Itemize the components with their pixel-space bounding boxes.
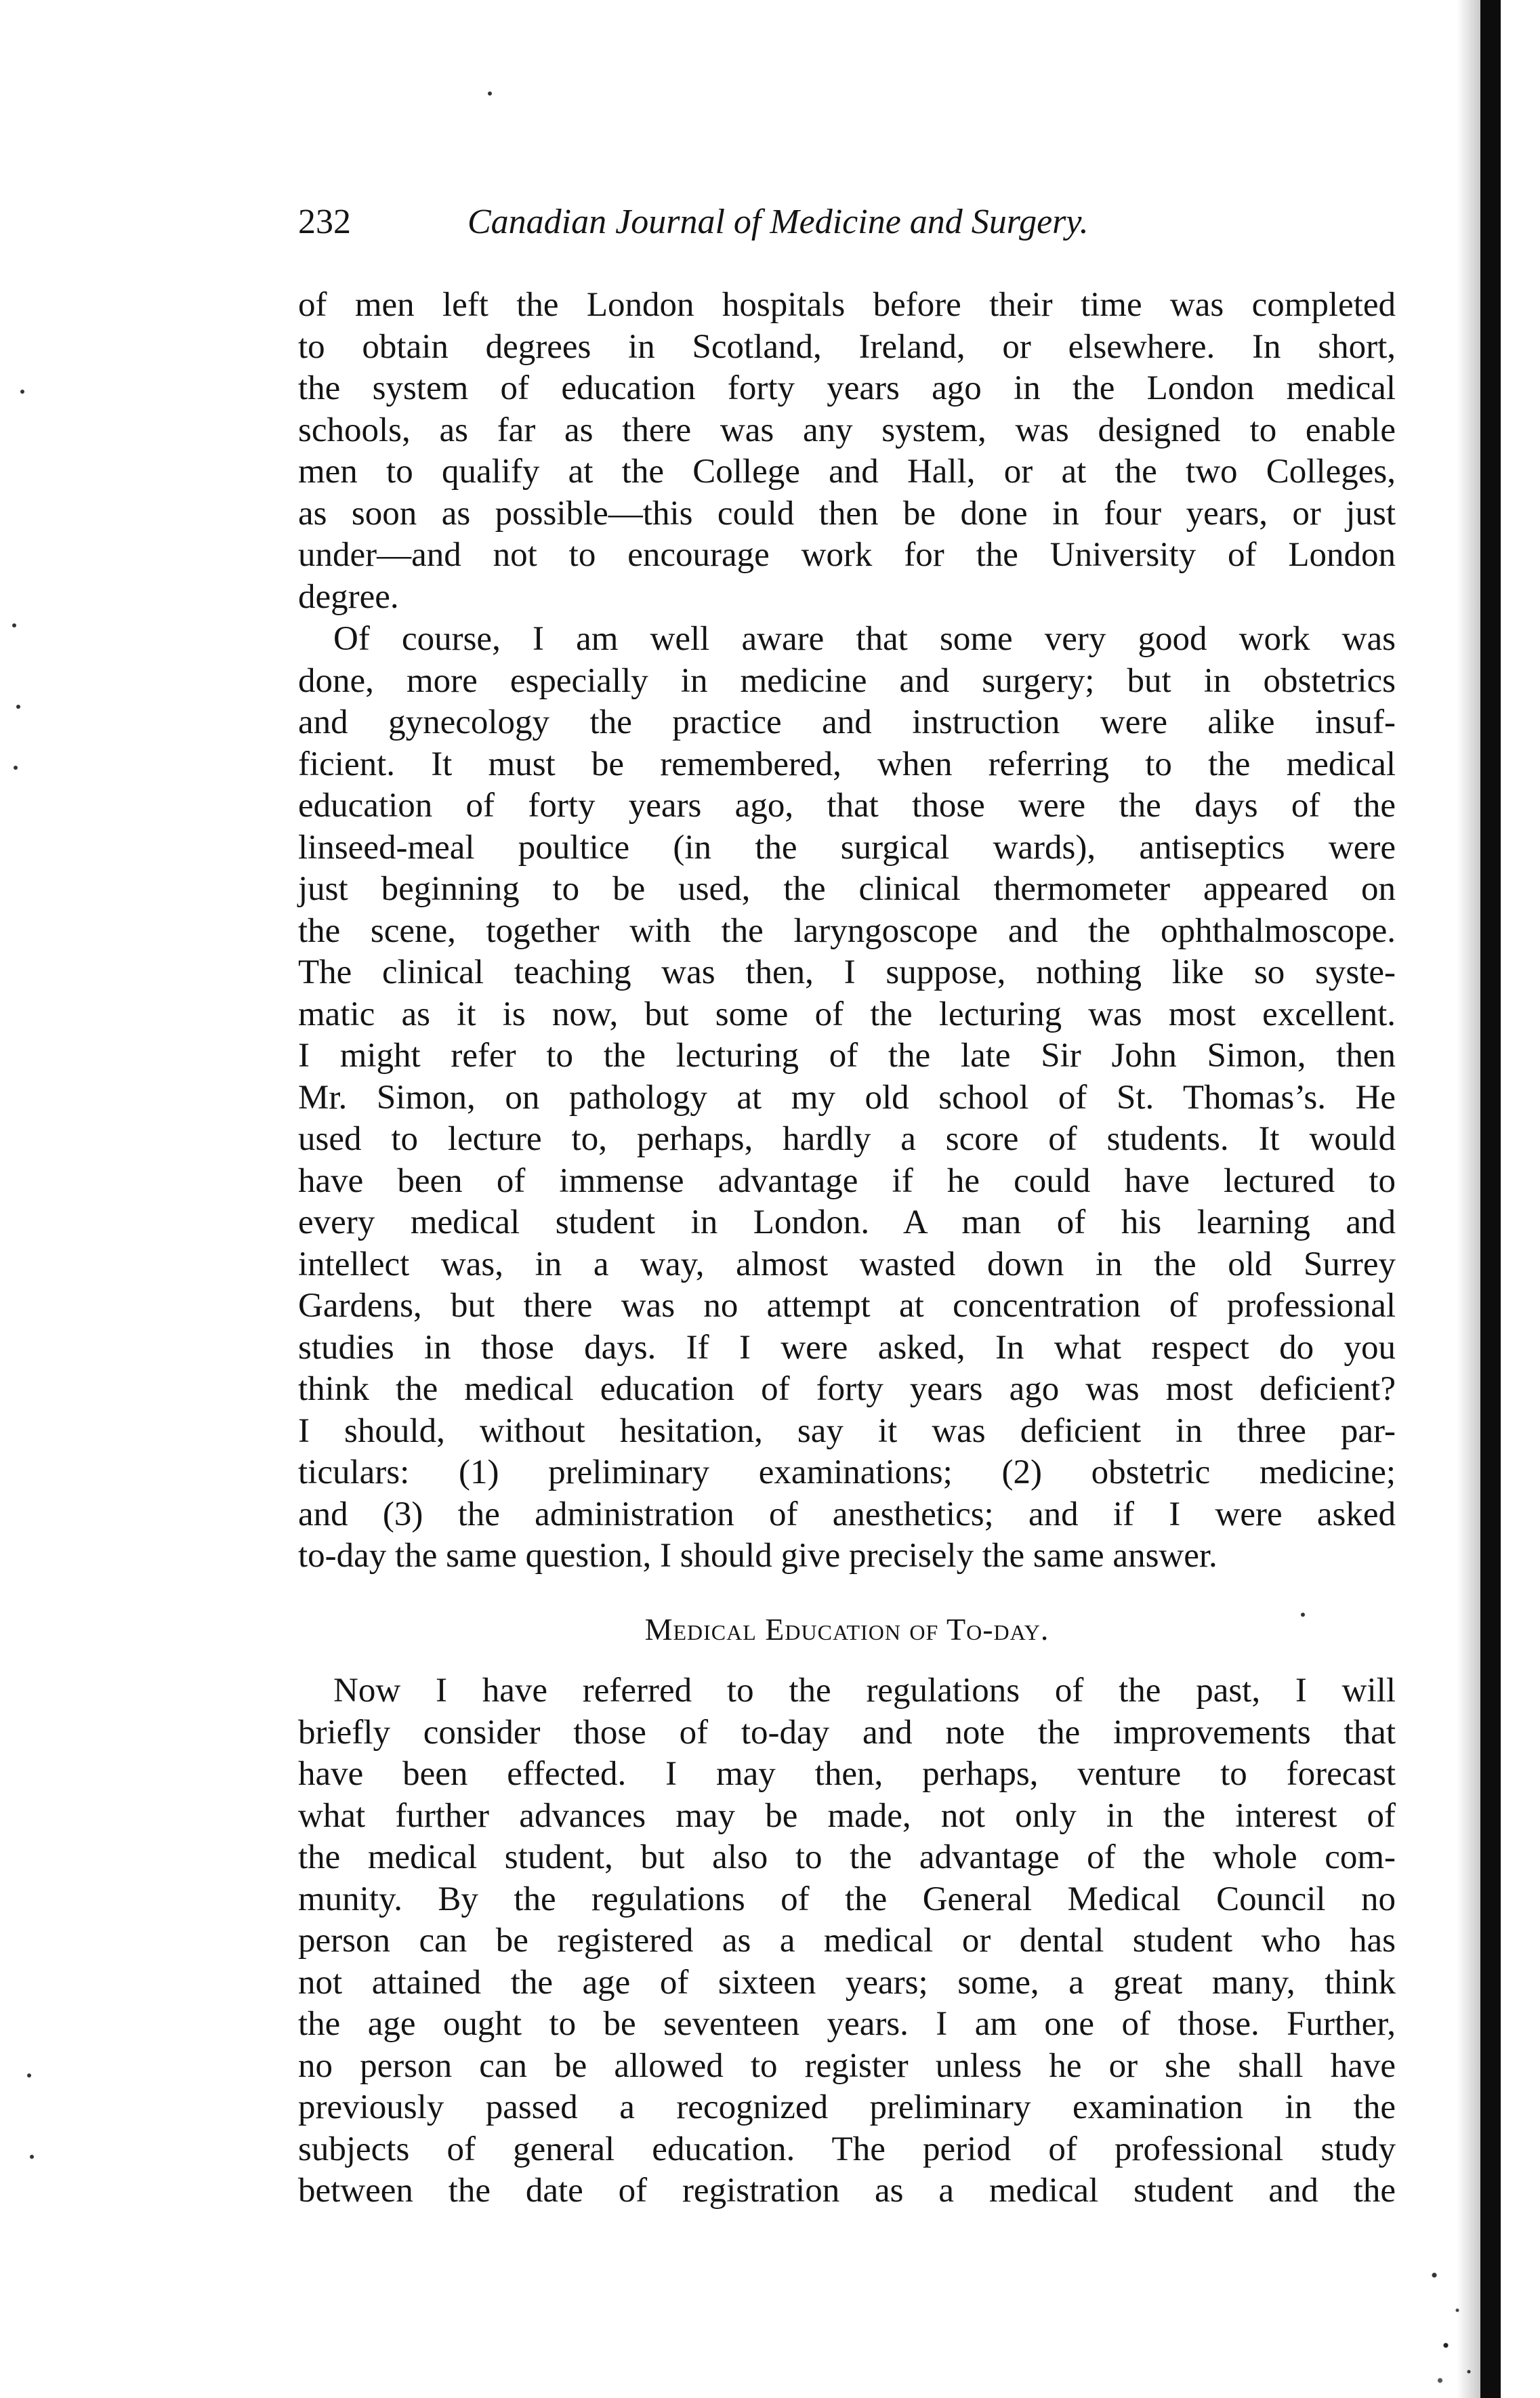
text-line: linseed-meal poultice (in the surgical wards), antiseptics were [298,828,1396,867]
text-line: schools, as far as there was any system, was designed to enable [298,411,1396,449]
margin-mark [14,766,18,770]
paragraph-1 [298,285,1396,618]
text-line: the system of education forty years ago in the London medical [298,369,1396,407]
binding-shadow [1457,0,1480,2398]
text-line: to-day the same question, I should give precisely the same answer. [298,1537,1218,1575]
margin-mark [488,91,492,96]
text-line: briefly consider those of to-day and note the improvements that [298,1713,1396,1752]
text-line: person can be registered as a medical or dental student who has [298,1922,1396,1960]
margin-mark [1301,1613,1305,1617]
text-line: and (3) the administration of anesthetics; and if I were asked [298,1495,1396,1533]
text-line: I might refer to the lecturing of the late Sir John Simon, then [298,1037,1396,1075]
binding-edge [1480,0,1501,2398]
text-line: Of course, I am well aware that some very good work was [333,620,1396,658]
text-line: degree. [298,577,399,616]
text-line: ficient. It must be remembered, when referring to the medical [298,745,1396,783]
text-line: every medical student in London. A man of his learning and [298,1203,1396,1241]
text-line: Now I have referred to the regulations of the past, I will [333,1672,1396,1710]
margin-mark [30,2155,34,2159]
text-line: have been effected. I may then, perhaps, venture to forecast [298,1755,1396,1793]
text-line: the scene, together with the laryngoscope and the ophthalmoscope. [298,911,1396,950]
text-line: what further advances may be made, not only in the interest of [298,1796,1396,1835]
text-line: The clinical teaching was then, I suppose, nothing like so syste- [298,953,1396,991]
text-line: Gardens, but there was no attempt at concentration of professional [298,1287,1396,1325]
margin-mark [20,390,24,394]
text-line: of men left the London hospitals before their time was completed [298,286,1396,324]
text-line: men to qualify at the College and Hall, or at the two Colleges, [298,453,1396,491]
text-line: previously passed a recognized preliminary examination in the [298,2088,1396,2126]
text-line: under—and not to encourage work for the University of London [298,536,1396,574]
page-number: 232 [298,203,351,241]
text-line: the medical student, but also to the advantage of the whole com- [298,1838,1396,1876]
margin-mark [27,2073,31,2077]
text-line: have been of immense advantage if he could have lectured to [298,1161,1396,1200]
text-line: ticulars: (1) preliminary examinations; (2) obstetric medicine; [298,1453,1396,1491]
paragraph-3 [298,1670,1396,2212]
text-line: matic as it is now, but some of the lecturing was most excellent. [298,995,1396,1033]
text-line: Mr. Simon, on pathology at my old school of St. Thomas’s. He [298,1078,1396,1117]
text-line: think the medical education of forty years ago was most deficient? [298,1370,1396,1408]
text-line: used to lecture to, perhaps, hardly a score of students. It would [298,1120,1396,1158]
text-line: no person can be allowed to register unless he or she shall have [298,2046,1396,2085]
paragraph-2 [298,619,1396,1577]
page-header [298,195,1409,249]
margin-mark [12,623,16,627]
text-line: between the date of registration as a medical student and the [298,2172,1396,2210]
text-line: I should, without hesitation, say it was deficient in three par- [298,1411,1396,1450]
text-line: to obtain degrees in Scotland, Ireland, or elsewhere. In short, [298,327,1396,366]
text-line: the age ought to be seventeen years. I am one of those. Further, [298,2005,1396,2043]
text-line: intellect was, in a way, almost wasted down in the old Surrey [298,1245,1396,1283]
text-line: done, more especially in medicine and surgery; but in obstetrics [298,661,1396,700]
text-line: just beginning to be used, the clinical thermometer appeared on [298,870,1396,908]
section-heading: Medical Education of To-day. [644,1612,1049,1647]
scan-speckle [1423,2223,1480,2398]
text-line: subjects of general education. The period of professional study [298,2130,1396,2168]
text-line: and gynecology the practice and instruction were alike insuf- [298,703,1396,741]
margin-mark [16,705,20,709]
text-line: education of forty years ago, that those were the days of the [298,787,1396,825]
text-line: not attained the age of sixteen years; some, a great many, think [298,1963,1396,2002]
text-line: studies in those days. If I were asked, In what respect do you [298,1328,1396,1367]
text-line: as soon as possible—this could then be done in four years, or just [298,494,1396,533]
text-line: munity. By the regulations of the General Medical Council no [298,1880,1396,1918]
running-title: Canadian Journal of Medicine and Surgery. [467,203,1089,241]
